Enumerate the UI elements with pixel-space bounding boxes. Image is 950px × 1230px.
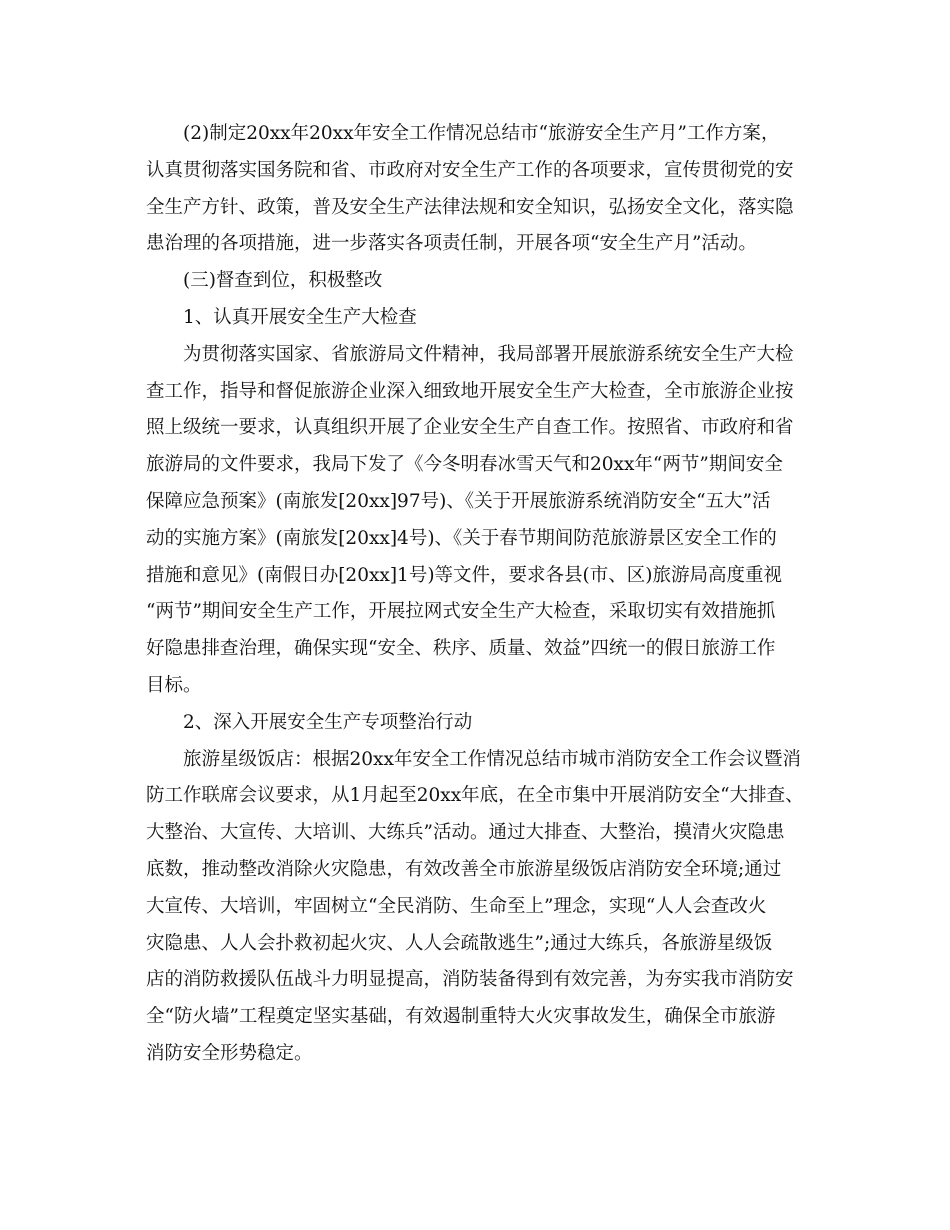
paragraph-line: 消防安全形势稳定。 [146,1042,313,1064]
paragraph-line: 旅游星级饭店：根据20xx年安全工作情况总结市城市消防安全工作会议暨消 [183,748,801,770]
paragraph-line: 查工作，指导和督促旅游企业深入细致地开展安全生产大检查，全市旅游企业按 [146,380,794,402]
paragraph-line: 店的消防救援队伍战斗力明显提高，消防装备得到有效完善，为夯实我市消防安 [146,969,794,991]
subsection-heading: 2、深入开展安全生产专项整治行动 [183,711,473,733]
paragraph-line: 防工作联席会议要求，从1月起至20xx年底，在全市集中开展消防安全“大排查、 [146,785,804,807]
paragraph-line: 底数，推动整改消除火灾隐患，有效改善全市旅游星级饭店消防安全环境;通过 [146,858,782,880]
paragraph-line: 大整治、大宣传、大培训、大练兵”活动。通过大排查、大整治，摸清火灾隐患 [146,822,785,844]
paragraph-line: 患治理的各项措施，进一步落实各项责任制，开展各项“安全生产月”活动。 [146,233,757,255]
document-body [146,116,810,1073]
paragraph-line: 好隐患排查治理，确保实现“安全、秩序、质量、效益”四统一的假日旅游工作 [146,638,776,660]
paragraph-line: 为贯彻落实国家、省旅游局文件精神，我局部署开展旅游系统安全生产大检 [183,343,794,365]
paragraph-line: 照上级统一要求，认真组织开展了企业安全生产自查工作。按照省、市政府和省 [146,417,794,439]
paragraph-line: “两节”期间安全生产工作，开展拉网式安全生产大检查，采取切实有效措施抓 [146,601,776,623]
paragraph-line: 全“防火墙”工程奠定坚实基础，有效遏制重特大火灾事故发生，确保全市旅游 [146,1006,776,1028]
paragraph-line: 保障应急预案》(南旅发[20xx]97号)、《关于开展旅游系统消防安全“五大”活 [146,490,771,512]
paragraph-line: 目标。 [146,674,202,696]
section-heading: (三)督查到位，积极整改 [183,270,383,292]
paragraph-line: (2)制定20xx年20xx年安全工作情况总结市“旅游安全生产月”工作方案， [183,123,780,144]
paragraph-line: 旅游局的文件要求，我局下发了《今冬明春冰雪天气和20xx年“两节”期间安全 [146,454,783,476]
paragraph-line: 措施和意见》(南假日办[20xx]1号)等文件，要求各县(市、区)旅游局高度重视 [146,564,782,586]
paragraph-line: 大宣传、大培训，牢固树立“全民消防、生命至上”理念，实现“人人会查改火 [146,895,767,917]
subsection-heading: 1、认真开展安全生产大检查 [183,306,417,328]
paragraph-line: 全生产方针、政策，普及安全生产法律法规和安全知识，弘扬安全文化，落实隐 [146,196,794,218]
paragraph-line: 灾隐患、人人会扑救初起火灾、人人会疏散逃生”;通过大练兵，各旅游星级饭 [146,932,773,954]
paragraph-line: 认真贯彻落实国务院和省、市政府对安全生产工作的各项要求，宣传贯彻党的安 [146,159,794,181]
paragraph-line: 动的实施方案》(南旅发[20xx]4号)、《关于春节期间防范旅游景区安全工作的 [146,527,777,549]
